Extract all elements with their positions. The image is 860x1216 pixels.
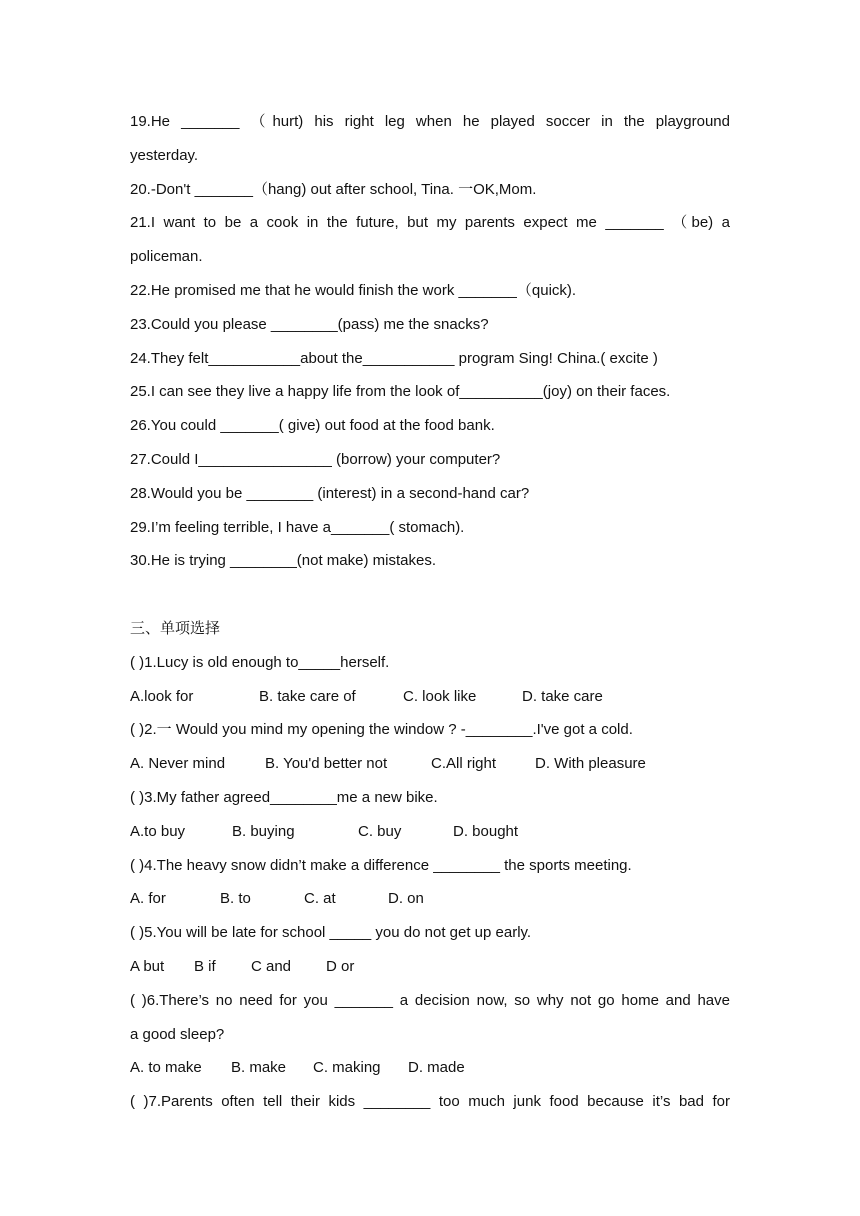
section-3-title: 三、单项选择 <box>130 619 221 637</box>
question-27: 27.Could I________________ (borrow) your computer? <box>130 450 501 468</box>
section-gap <box>130 578 730 612</box>
document-content <box>130 105 730 1119</box>
option-d: D or <box>326 957 355 975</box>
mc-question-5: ( )5.You will be late for school _____ you do not get up early. <box>130 924 532 942</box>
option-c: C. buy <box>358 822 402 840</box>
mc-question-1-options <box>130 680 730 714</box>
mc-question-3: ( )3.My father agreed________me a new bike. <box>130 788 438 806</box>
question-25: 25.I can see they live a happy life from the look of__________(joy) on their faces. <box>130 383 671 401</box>
mc-question-1: ( )1.Lucy is old enough to_____herself. <box>130 653 390 671</box>
question-19-line1: 19.He _______ （hurt) his right leg when he played soccer in the playground <box>130 113 730 130</box>
option-d: D. With pleasure <box>535 755 646 773</box>
option-c: C and <box>251 957 292 975</box>
mc-question-2-options <box>130 747 730 781</box>
question-19-line2: yesterday. <box>130 146 199 164</box>
question-28: 28.Would you be ________ (interest) in a second-hand car? <box>130 484 530 502</box>
option-a: A. Never mind <box>130 755 226 773</box>
option-d: D. take care <box>522 687 603 705</box>
mc-question-5-options <box>130 950 730 984</box>
option-b: B. take care of <box>259 687 356 705</box>
mc-question-6-line2: a good sleep? <box>130 1025 225 1043</box>
option-c: C.All right <box>431 755 497 773</box>
option-b: B. You'd better not <box>265 755 388 773</box>
mc-question-6-line1: ( )6.There’s no need for you _______ a decision now, so why not go home and have <box>130 991 730 1009</box>
question-26: 26.You could _______( give) out food at the food bank. <box>130 417 495 435</box>
question-20: 20.-Don't _______（hang) out after school, Tina. 一OK,Mom. <box>130 180 537 198</box>
question-24: 24.They felt___________about the___________ program Sing! China.( excite ) <box>130 349 658 367</box>
question-30: 30.He is trying ________(not make) mistakes. <box>130 552 436 570</box>
option-d: D. bought <box>453 822 519 840</box>
mc-question-7-line1: ( )7.Parents often tell their kids ________ too much junk food because it’s bad for <box>130 1093 730 1111</box>
mc-question-4: ( )4.The heavy snow didn’t make a difference ________ the sports meeting. <box>130 856 632 874</box>
question-22: 22.He promised me that he would finish the work _______（quick). <box>130 281 577 299</box>
mc-question-4-options <box>130 882 730 916</box>
option-b: B. buying <box>232 822 295 840</box>
mc-question-2: ( )2.一 Would you mind my opening the window ? -________.I've got a cold. <box>130 721 633 739</box>
question-23: 23.Could you please ________(pass) me the snacks? <box>130 315 489 333</box>
option-a: A.to buy <box>130 822 186 840</box>
mc-question-3-options <box>130 815 730 849</box>
question-21-line2: policeman. <box>130 248 203 266</box>
option-a: A but <box>130 957 165 975</box>
option-a: A. for <box>130 890 166 908</box>
option-c: C. at <box>304 890 336 908</box>
question-29: 29.I’m feeling terrible, I have a_______( stomach). <box>130 518 465 536</box>
option-b: B if <box>194 957 216 975</box>
mc-question-6-options <box>130 1051 730 1085</box>
option-d: D. made <box>408 1059 465 1077</box>
option-d: D. on <box>388 890 424 908</box>
question-21-line1: 21.I want to be a cook in the future, but my parents expect me _______ （be) a <box>130 214 730 232</box>
option-c: C. look like <box>403 687 477 705</box>
option-b: B. make <box>231 1059 287 1077</box>
option-c: C. making <box>313 1059 381 1077</box>
option-b: B. to <box>220 890 251 908</box>
option-a: A. to make <box>130 1059 202 1077</box>
option-a: A.look for <box>130 687 194 705</box>
